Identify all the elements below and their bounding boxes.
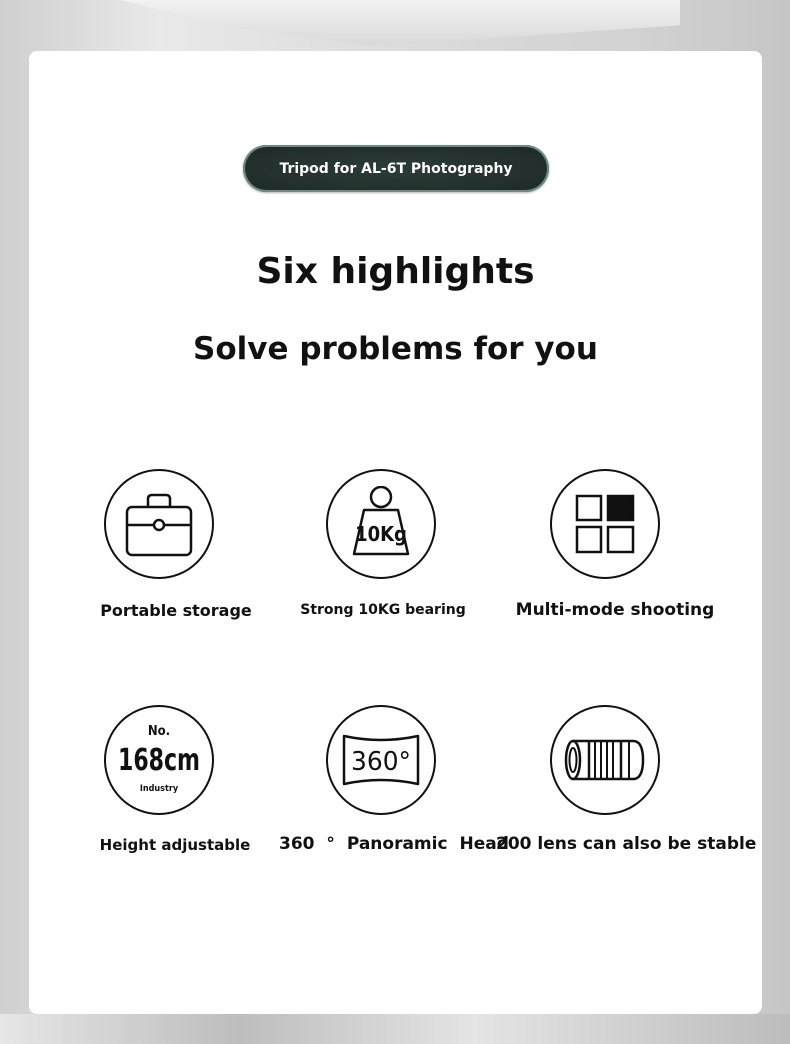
height-icon-top-text: No. [147,724,171,739]
feature-label-panoramic-head: 360 ° Panoramic Head [279,834,509,854]
headline: Six highlights [256,251,535,292]
height-icon-main-text: 168cm [118,743,200,778]
briefcase-icon [104,469,214,579]
background-shape-bottom [0,1014,790,1044]
weight-icon [326,469,436,579]
height-icon-bottom-text: Industry [139,784,179,794]
feature-label-strong-bearing: Strong 10KG bearing [300,602,466,618]
weight-icon-text: 10Kg [355,522,407,546]
content-card [29,51,762,1014]
feature-label-portable-storage: Portable storage [100,601,252,620]
background-shape-top [120,0,680,46]
feature-label-lens-stable: 200 lens can also be stable [496,834,757,854]
grid-icon [550,469,660,579]
product-badge [243,145,549,192]
product-badge-text: Tripod for AL-6T Photography [279,160,513,177]
feature-label-multi-mode: Multi-mode shooting [515,600,715,620]
feature-label-height-adjustable: Height adjustable [99,836,251,854]
panorama-icon [326,705,436,815]
subheadline: Solve problems for you [193,331,598,367]
lens-icon [550,705,660,815]
height-icon [104,705,214,815]
panorama-icon-text: 360° [351,747,411,777]
